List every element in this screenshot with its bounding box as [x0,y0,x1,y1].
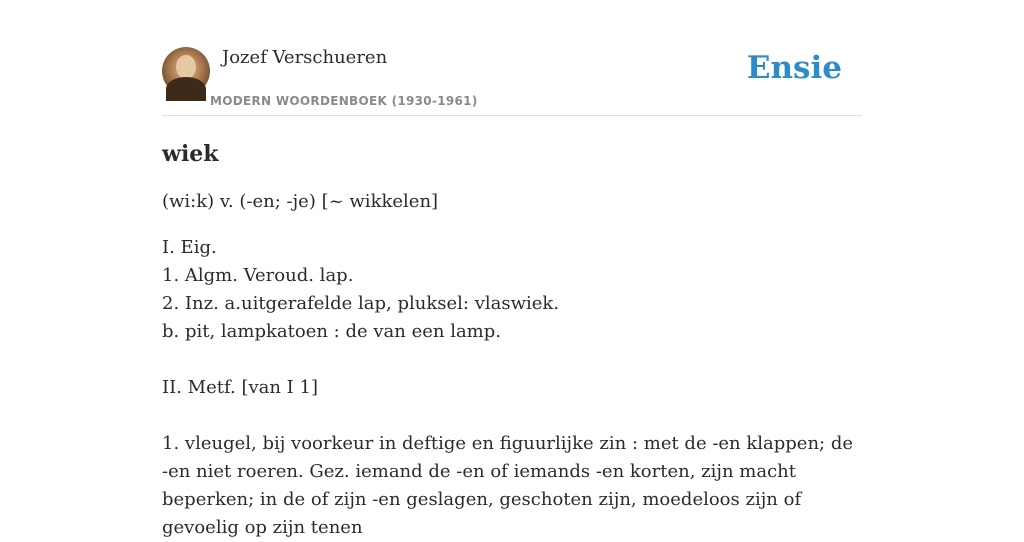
spacer [162,402,862,430]
entry-header [162,44,862,116]
source-label[interactable]: MODERN WOORDENBOEK (1930-1961) [210,94,478,108]
definition-line: 2. Inz. a.uitgerafelde lap, pluksel: vlaswiek. [162,293,560,314]
brand-logo[interactable]: Ensie [746,50,842,86]
entry-content [162,136,862,542]
definition-paragraph: 1. vleugel, bij voorkeur in deftige en figuurlijke zin : met de -en klappen; de -en niet roeren. Gez. iemand de -en of iemands -en korten, zijn macht beperken; in de of zijn -en geslagen, geschoten zijn, moedeloos zijn of gevoelig op zijn tenen [162,433,854,538]
section-heading: II. Metf. [van I 1] [162,377,318,398]
entry-headword: wiek [162,141,219,167]
avatar-coat [166,77,206,101]
definition-line: I. Eig. [162,237,217,258]
header-divider [162,115,862,116]
entry-grammar: (wi:k) v. (-en; -je) [~ wikkelen] [162,191,439,212]
author-avatar[interactable] [162,47,210,95]
entry-body [162,234,862,542]
definition-line: b. pit, lampkatoen : de van een lamp. [162,321,501,342]
author-name[interactable]: Jozef Verschueren [222,47,388,68]
spacer [162,346,862,374]
definition-line: 1. Algm. Veroud. lap. [162,265,354,286]
avatar-face [176,55,196,79]
